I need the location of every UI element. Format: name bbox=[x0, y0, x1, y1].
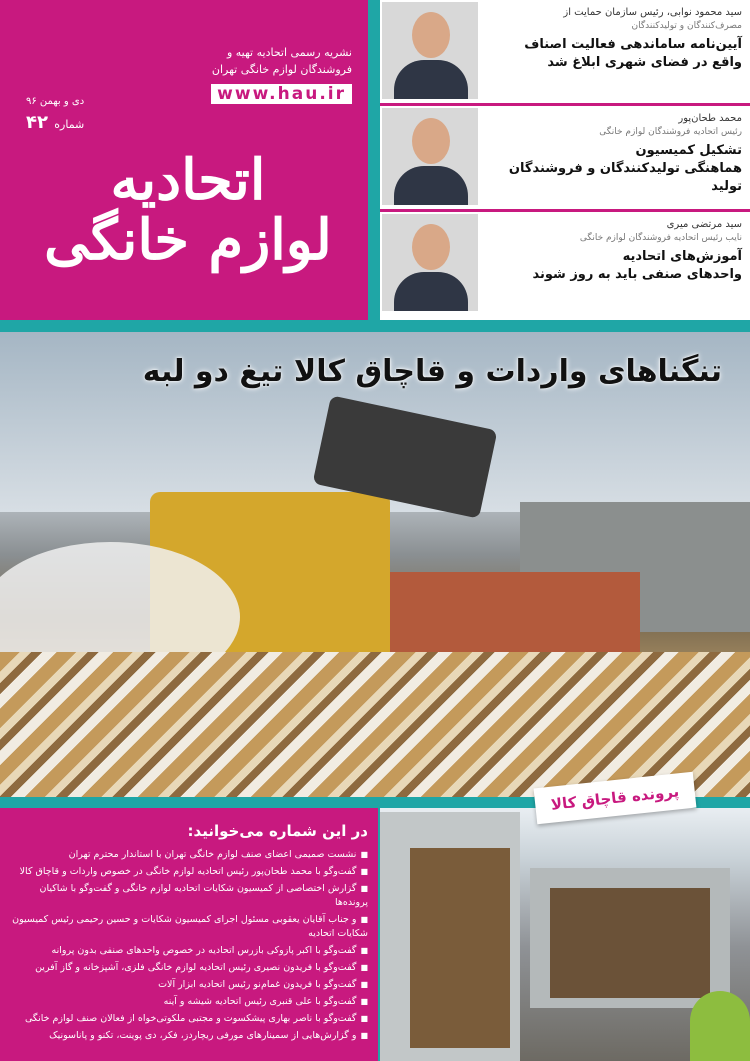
article-author: محمد طحان‌پور bbox=[678, 113, 742, 124]
toc-list bbox=[10, 848, 368, 1043]
article-author: سید محمود نوابی، رئیس سازمان حمایت از bbox=[563, 7, 742, 18]
issue-date: دی و بهمن ۹۶ bbox=[26, 96, 85, 107]
toc-item[interactable]: ■ گفت‌وگو با فریدون نصیری رئیس اتحادیه لوازم خانگی فلزی، آشپزخانه و گاز آفرین bbox=[10, 961, 368, 975]
article-headline-line: آموزش‌های اتحادیه bbox=[622, 249, 742, 264]
magazine-title bbox=[38, 147, 338, 273]
article-headline bbox=[486, 36, 742, 72]
toc-item[interactable]: ■ گفت‌وگو با فریدون غمام‌نو رئیس اتحادیه ابزار آلات bbox=[10, 978, 368, 992]
containers-photo bbox=[380, 808, 750, 1061]
portrait-photo bbox=[382, 214, 478, 311]
article-headline-line: واقع در فضای شهری ابلاغ شد bbox=[547, 55, 742, 70]
issue-label: شماره bbox=[54, 118, 85, 131]
issue-value: ۴۲ bbox=[26, 112, 48, 133]
article-headline bbox=[486, 142, 742, 196]
article-text bbox=[486, 218, 742, 284]
magazine-title-line-1: اتحادیه bbox=[110, 147, 266, 213]
article-headline bbox=[486, 248, 742, 284]
dossier-badge: پرونده قاچاق کالا bbox=[534, 772, 697, 825]
article-headline-line: هماهنگی تولیدکنندگان و فروشندگان تولید bbox=[508, 161, 742, 194]
article-teaser[interactable] bbox=[380, 212, 750, 315]
featured-articles bbox=[380, 0, 750, 320]
portrait-photo bbox=[382, 108, 478, 205]
toc-item[interactable]: ■ گزارش اختصاصی از کمیسیون شکایات اتحادیه لوازم خانگی و گفت‌وگو با شاکیان پرونده‌ها bbox=[10, 882, 368, 910]
cover-headline: تنگناهای واردات و قاچاق کالا تیغ دو لبه bbox=[142, 354, 722, 389]
article-teaser[interactable] bbox=[380, 0, 750, 106]
table-of-contents bbox=[0, 808, 378, 1061]
article-author: سید مرتضی میری bbox=[666, 219, 742, 230]
publisher-line bbox=[122, 44, 352, 78]
article-headline-line: تشکیل کمیسیون bbox=[635, 143, 742, 158]
publisher-line-1: نشریه رسمی اتحادیه تهیه و bbox=[226, 46, 352, 59]
container-cargo bbox=[550, 888, 710, 998]
destroyed-goods-pile bbox=[0, 652, 750, 797]
magazine-title-line-2: لوازم خانگی bbox=[44, 207, 332, 273]
toc-item[interactable]: ■ گفت‌وگو با محمد طحان‌پور رئیس اتحادیه لوازم خانگی در خصوص واردات و قاچاق کالا bbox=[10, 865, 368, 879]
article-role: رئیس اتحادیه فروشندگان لوازم خانگی bbox=[599, 127, 742, 137]
plant bbox=[690, 991, 750, 1061]
toc-item[interactable]: ■ گفت‌وگو با علی قنبری رئیس اتحادیه شیشه و آینه bbox=[10, 995, 368, 1009]
article-text bbox=[486, 112, 742, 196]
article-text bbox=[486, 6, 742, 72]
article-headline-line: واحدهای صنفی باید به روز شوند bbox=[532, 267, 742, 282]
masthead bbox=[0, 0, 368, 320]
publisher-line-2: فروشندگان لوازم خانگی تهران bbox=[211, 63, 352, 76]
container-cargo bbox=[410, 848, 510, 1048]
article-role: نایب رئیس اتحادیه فروشندگان لوازم خانگی bbox=[579, 233, 742, 243]
toc-item[interactable]: ■ گفت‌وگو با ناصر بهاری پیشکسوت و مجتبی ملکوتی‌خواه از فعالان صنف لوازم خانگی bbox=[10, 1012, 368, 1026]
portrait-photo bbox=[382, 2, 478, 99]
toc-item[interactable]: ■ و گزارش‌هایی از سمینارهای مورفی ریچاردز، فکر، دی پوینت، تکنو و پاناسونیک bbox=[10, 1029, 368, 1043]
toc-title: در این شماره می‌خوانید: bbox=[187, 822, 368, 840]
article-role: مصرف‌کنندگان و تولیدکنندگان bbox=[631, 21, 742, 31]
toc-item[interactable]: ■ و جناب آقایان یعقوبی مسئول اجرای کمیسیون شکایات و حسین رحیمی رئیس کمیسیون شکایات اتحادیه bbox=[10, 913, 368, 941]
toc-item[interactable]: ■ نشست صمیمی اعضای صنف لوازم خانگی تهران با استاندار محترم تهران bbox=[10, 848, 368, 862]
website-link[interactable]: www.hau.ir bbox=[211, 84, 352, 104]
article-headline-line: آیین‌نامه ساماندهی فعالیت اصناف bbox=[524, 37, 742, 52]
issue-number bbox=[26, 112, 84, 133]
toc-item[interactable]: ■ گفت‌وگو با اکبر پازوکی بازرس اتحادیه در خصوص واحدهای صنفی بدون پروانه bbox=[10, 944, 368, 958]
cover-photo bbox=[0, 332, 750, 797]
article-teaser[interactable] bbox=[380, 106, 750, 212]
